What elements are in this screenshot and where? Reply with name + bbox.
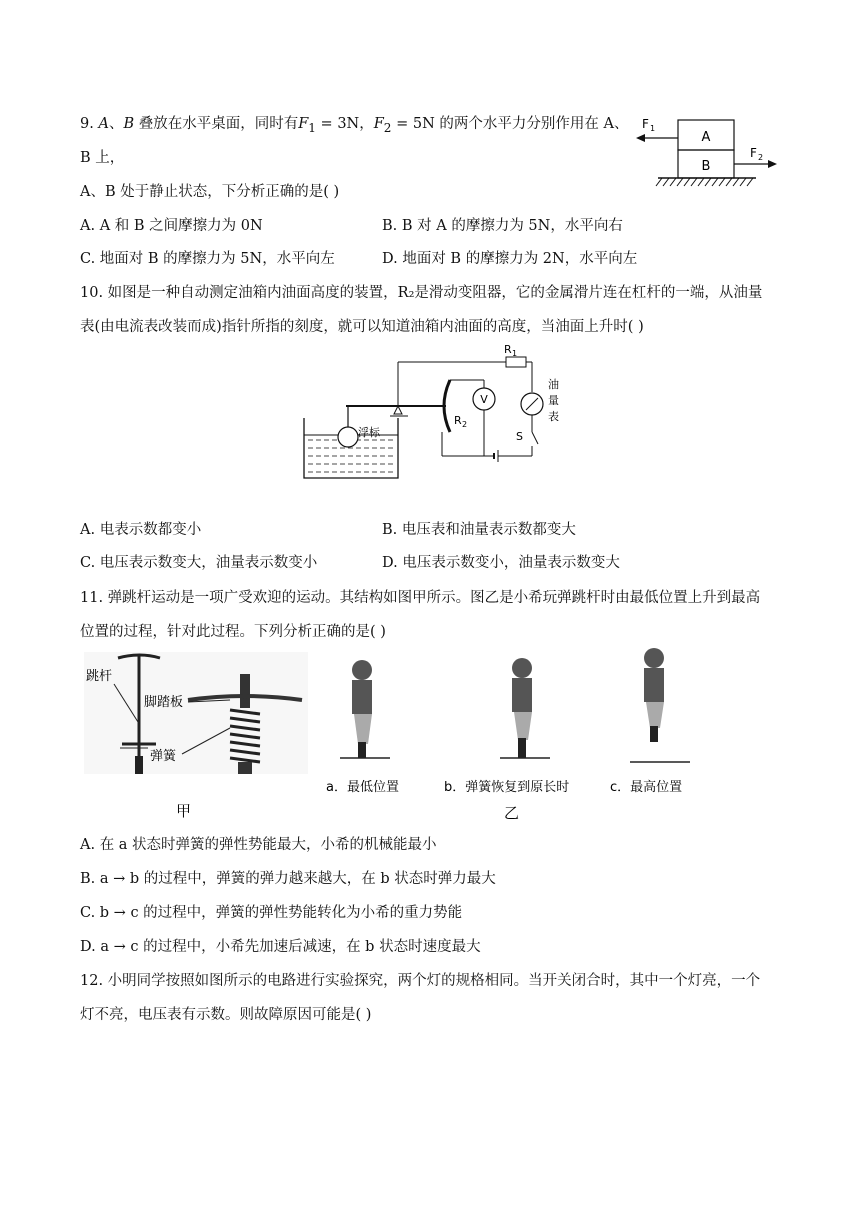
svg-text:浮标: 浮标 bbox=[358, 426, 380, 439]
r1-resistor bbox=[506, 357, 526, 367]
caption-c: c．最高位置 bbox=[610, 780, 683, 795]
svg-text:S: S bbox=[516, 430, 523, 443]
q11-option-b: B. a → b 的过程中，弹簧的弹力越来越大，在 b 状态时弹力最大 bbox=[80, 871, 496, 887]
q10-stem-line1: 10. 如图是一种自动测定油箱内油面高度的装置，R₂是滑动变阻器，它的金属滑片连在杠杆的一端，从油量 bbox=[80, 285, 763, 301]
svg-text:R: R bbox=[504, 343, 512, 356]
label-jia: 甲 bbox=[176, 802, 192, 820]
q9-option-b: B. B 对 A 的摩擦力为 5N，水平向右 bbox=[382, 218, 623, 234]
figure-c-highest bbox=[630, 648, 690, 762]
q12-stem-line2: 灯不亮，电压表有示数。则故障原因可能是( ) bbox=[80, 1007, 372, 1023]
svg-text:量: 量 bbox=[548, 394, 559, 407]
svg-text:F: F bbox=[750, 146, 757, 160]
figure-a-lowest bbox=[340, 660, 390, 758]
q11-pogo-figure bbox=[80, 648, 720, 824]
label-pole: 跳杆 bbox=[86, 669, 113, 684]
svg-text:V: V bbox=[480, 393, 488, 406]
q9-figure bbox=[632, 112, 782, 192]
q9-stem-line2: B 上， bbox=[80, 150, 125, 166]
q10-circuit-figure bbox=[298, 340, 578, 485]
svg-text:R: R bbox=[454, 414, 462, 427]
q11-option-c: C. b → c 的过程中，弹簧的弹性势能转化为小希的重力势能 bbox=[80, 905, 463, 921]
q11-stem-line2: 位置的过程，针对此过程。下列分析正确的是( ) bbox=[80, 624, 386, 640]
q9-option-a: A. A 和 B 之间摩擦力为 0N bbox=[80, 218, 263, 234]
switch-s bbox=[532, 432, 538, 444]
svg-text:2: 2 bbox=[758, 153, 764, 162]
q10-option-a: A. 电表示数都变小 bbox=[80, 522, 202, 538]
q10-option-d: D. 电压表示数变小，油量表示数变大 bbox=[382, 555, 620, 571]
svg-text:F: F bbox=[642, 117, 649, 131]
float bbox=[338, 427, 358, 447]
caption-b: b．弹簧恢复到原长时 bbox=[444, 780, 570, 795]
f1-arrow bbox=[636, 134, 645, 142]
q9-stem-line3: A、B 处于静止状态，下分析正确的是( ) bbox=[80, 184, 340, 200]
q9-option-c: C. 地面对 B 的摩擦力为 5N，水平向左 bbox=[80, 251, 335, 267]
q10-option-b: B. 电压表和油量表示数都变大 bbox=[382, 522, 576, 538]
q10-option-c: C. 电压表示数变大，油量表示数变小 bbox=[80, 555, 318, 571]
figure-b-natural bbox=[500, 658, 550, 758]
caption-a: a．最低位置 bbox=[326, 780, 399, 795]
block-a-label: A bbox=[701, 130, 711, 145]
q12-stem-line1: 12. 小明同学按照如图所示的电路进行实验探究，两个灯的规格相同。当开关闭合时，其中一个灯亮，一个 bbox=[80, 973, 761, 989]
label-spring: 弹簧 bbox=[150, 749, 177, 764]
q9-stem-line1: 9. A、B 叠放在水平桌面，同时有$F_1 = 3N$，$F_2 = 5N$ 的两个水平力分别作用在 A、 bbox=[80, 116, 629, 135]
q10-stem-line2: 表(由电流表改装而成)指针所指的刻度，就可以知道油箱内油面的高度，当油面上升时( ) bbox=[80, 319, 644, 335]
block-b-label: B bbox=[701, 159, 711, 174]
label-yi: 乙 bbox=[504, 804, 520, 822]
f2-arrow bbox=[768, 160, 777, 168]
q11-stem-line1: 11. 弹跳杆运动是一项广受欢迎的运动。其结构如图甲所示。图乙是小希玩弹跳杆时由最低位置上升到最高 bbox=[80, 590, 761, 606]
svg-text:1: 1 bbox=[512, 349, 518, 358]
q11-option-d: D. a → c 的过程中，小希先加速后减速，在 b 状态时速度最大 bbox=[80, 939, 481, 955]
svg-text:油: 油 bbox=[548, 378, 559, 391]
svg-text:1: 1 bbox=[650, 124, 656, 133]
q9-option-d: D. 地面对 B 的摩擦力为 2N，水平向左 bbox=[382, 251, 638, 267]
q11-option-a: A. 在 a 状态时弹簧的弹性势能最大，小希的机械能最小 bbox=[80, 837, 437, 853]
label-pedal: 脚踏板 bbox=[144, 695, 184, 710]
svg-text:2: 2 bbox=[462, 420, 468, 429]
svg-text:表: 表 bbox=[548, 410, 559, 423]
